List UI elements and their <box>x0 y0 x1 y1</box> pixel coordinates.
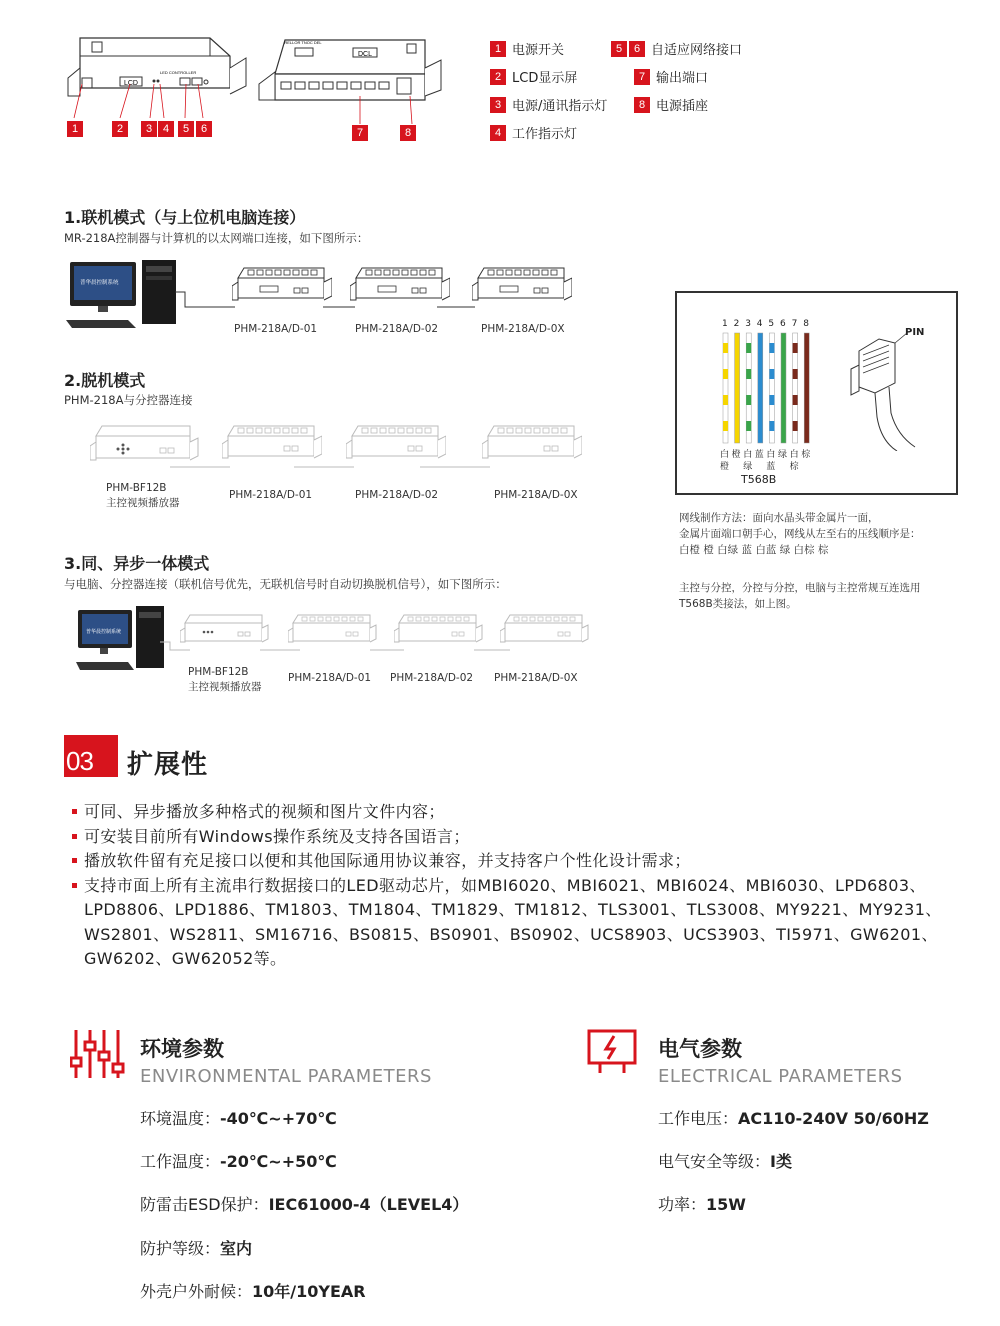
legend-badge: 7 <box>634 69 650 85</box>
legend-badge: 5 <box>611 41 627 57</box>
svg-text:LCD: LCD <box>123 80 139 87</box>
legend-item-1 <box>490 39 564 58</box>
wire-label: 橙 <box>731 450 741 460</box>
front-badge-5: 5 <box>178 121 194 137</box>
rear-badge-8: 8 <box>400 125 416 141</box>
feature-item: 播放软件留有充足接口以便和其他国际通用协议兼容，并支持客户个性化设计需求； <box>70 849 960 874</box>
env-value: IEC61000-4（LEVEL4） <box>268 1195 469 1214</box>
mode3-device-label-2: PHM-218A/D-02 <box>390 672 474 684</box>
rear-callout-lines <box>340 92 430 126</box>
pc-screen-text: 普华晨控制系统 <box>80 280 119 286</box>
front-badge-3: 3 <box>141 121 157 137</box>
elec-value: I类 <box>770 1152 792 1171</box>
elec-value: AC110-240V 50/60HZ <box>738 1109 929 1128</box>
standard-label: T568B <box>741 473 777 486</box>
pin-number: 3 <box>745 319 751 329</box>
mode3-device-label-1: PHM-218A/D-01 <box>288 672 372 684</box>
mode3-desc: 与电脑、分控器连接（联机信号优先，无联机信号时自动切换脱机信号），如下图所示： <box>64 577 507 591</box>
wiring-note-1 <box>679 510 921 558</box>
legend-badge: 6 <box>629 41 645 57</box>
wire-label: 白 <box>789 450 799 460</box>
wire-stripe <box>769 421 774 431</box>
wire-label: 白 <box>766 450 776 460</box>
legend-item-7 <box>634 67 708 86</box>
electric-icon <box>586 1028 638 1076</box>
pin-number: 6 <box>780 319 786 329</box>
feature-item: 可安装目前所有Windows操作系统及支持各国语言； <box>70 825 960 850</box>
legend-label: 电源开关 <box>512 43 565 58</box>
wire-stripe <box>746 421 751 431</box>
mode3-master-label-1: PHM-BF12B <box>188 666 249 678</box>
legend-item-8 <box>634 95 708 114</box>
mode1-device-label-1: PHM-218A/D-01 <box>234 323 318 335</box>
wire-stripe <box>723 369 728 379</box>
wire-stripe <box>793 395 798 405</box>
legend-item-3 <box>490 95 607 114</box>
legend-badge: 4 <box>490 125 506 141</box>
wiring-note-2 <box>679 580 921 612</box>
t568b-wiring-diagram <box>675 291 958 495</box>
computer-illustration <box>66 258 186 330</box>
wire-label: 白 <box>743 450 753 460</box>
svg-text:LED CONTROLLER: LED CONTROLLER <box>160 70 197 75</box>
env-item-5 <box>140 1279 366 1302</box>
note-line: 主控与分控，分控与分控，电脑与主控常规互连选用 <box>679 582 921 594</box>
legend-label: 工作指示灯 <box>512 127 578 142</box>
env-value: 10年/10YEAR <box>252 1282 366 1301</box>
elec-item-2 <box>658 1149 792 1172</box>
wire-label: 棕 <box>789 462 799 472</box>
section-number: 03 <box>66 746 93 776</box>
front-badge-4: 4 <box>158 121 174 137</box>
wire-label: 橙 <box>720 462 730 472</box>
wire-stripe <box>746 369 751 379</box>
wire-strip <box>758 333 763 443</box>
env-key: 外壳户外耐候： <box>140 1282 253 1301</box>
mode2-desc: PHM-218A与分控器连接 <box>64 393 193 407</box>
wire-label: 白 <box>720 450 730 460</box>
wire-stripe <box>769 343 774 353</box>
wire-strip <box>781 333 786 443</box>
front-badge-1: 1 <box>67 121 83 137</box>
mode1-device-3 <box>472 264 572 306</box>
wire-label: 蓝 <box>754 450 764 460</box>
svg-text:RELLOR TNOC DEL: RELLOR TNOC DEL <box>284 40 322 45</box>
svg-text:DCL: DCL <box>357 51 373 58</box>
front-badge-6: 6 <box>196 121 212 137</box>
wire-stripe <box>793 369 798 379</box>
mode2-master-label-1: PHM-BF12B <box>106 482 167 494</box>
env-item-2 <box>140 1149 337 1172</box>
wire-stripe <box>723 343 728 353</box>
mode1-device-label-2: PHM-218A/D-02 <box>355 323 439 335</box>
wire-label: 蓝 <box>766 462 776 472</box>
note-line: T568B类接法，如上图。 <box>679 598 797 610</box>
elec-value: 15W <box>706 1195 746 1214</box>
env-value: -40℃~+70℃ <box>220 1109 337 1128</box>
pin-number: 2 <box>733 319 740 329</box>
mode2-device-label-2: PHM-218A/D-02 <box>355 489 439 501</box>
elec-key: 电气安全等级： <box>658 1152 771 1171</box>
feature-item: 可同、异步播放多种格式的视频和图片文件内容； <box>70 800 960 825</box>
wire-stripe <box>746 395 751 405</box>
wire-stripe <box>746 343 751 353</box>
legend-label: 电源插座 <box>656 99 709 114</box>
legend-badge: 2 <box>490 69 506 85</box>
pin-label: PIN <box>905 327 925 338</box>
env-item-1 <box>140 1106 337 1129</box>
env-item-4 <box>140 1236 252 1259</box>
legend-label: 输出端口 <box>656 71 709 86</box>
rj45-plug-icon <box>837 321 937 451</box>
mode3-device-label-3: PHM-218A/D-0X <box>494 672 578 684</box>
mode2-master-label-2: 主控视频播放器 <box>106 497 180 509</box>
legend-item-2 <box>490 67 577 86</box>
mode2-connection-lines <box>170 455 510 471</box>
mode2-device-label-3: PHM-218A/D-0X <box>494 489 578 501</box>
feature-list <box>70 800 960 972</box>
pin-number: 7 <box>791 319 798 329</box>
front-callout-lines <box>60 80 220 120</box>
mode1-title: 1.联机模式（与上位机电脑连接） <box>64 208 306 227</box>
wire-stripe <box>723 395 728 405</box>
wire-label: 绿 <box>743 462 753 472</box>
wire-strip <box>735 333 740 443</box>
note-line: 金属片面端口朝手心，网线从左至右的压线顺序是： <box>679 528 921 540</box>
pin-number: 1 <box>722 319 728 329</box>
wire-strip <box>804 333 809 443</box>
mode3-master-label-2: 主控视频播放器 <box>188 681 262 693</box>
feature-item: 支持市面上所有主流串行数据接口的LED驱动芯片，如MBI6020、MBI6021、MBI6024、MBI6030、LPD6803、LPD8806、LPD1886、TM1803、TM1804、TM1829、TM1812、TLS3001、TLS3008、MY9221、MY9231、WS2801、WS2811、SM16716、BS0815、BS0901、BS0902、UCS8903、UCS3903、TI5971、GW6201、GW6202、GW62052等。 <box>70 874 960 972</box>
mode1-desc: MR-218A控制器与计算机的以太网端口连接，如下图所示： <box>64 231 369 245</box>
wire-stripe <box>793 343 798 353</box>
legend-badge: 1 <box>490 41 506 57</box>
elec-subtitle: ELECTRICAL PARAMETERS <box>658 1066 903 1087</box>
env-value: -20℃~+50℃ <box>220 1152 337 1171</box>
elec-item-1 <box>658 1106 929 1129</box>
legend-item-4 <box>490 123 577 142</box>
pc-screen-text: 普华晨控制系统 <box>86 629 122 635</box>
legend-label: LCD显示屏 <box>512 71 578 86</box>
wire-label: 棕 <box>801 450 811 460</box>
env-key: 防雷击ESD保护： <box>140 1195 269 1214</box>
env-subtitle: ENVIRONMENTAL PARAMETERS <box>140 1066 432 1087</box>
elec-key: 工作电压： <box>658 1109 739 1128</box>
wire-label: 绿 <box>778 450 788 460</box>
wire-stripe <box>769 369 774 379</box>
legend-badge: 8 <box>634 97 650 113</box>
wire-stripe <box>723 421 728 431</box>
sliders-icon <box>70 1028 126 1082</box>
env-value: 室内 <box>220 1239 253 1258</box>
wire-stripe <box>769 395 774 405</box>
legend-label: 自适应网络接口 <box>651 43 743 58</box>
mode1-device-label-3: PHM-218A/D-0X <box>481 323 565 335</box>
legend-item-5-6 <box>611 39 742 58</box>
pin-number: 8 <box>803 319 809 329</box>
elec-item-3 <box>658 1192 746 1215</box>
env-key: 防护等级： <box>140 1239 221 1258</box>
env-key: 环境温度： <box>140 1109 221 1128</box>
note-line: 网线制作方法：面向水晶头带金属片一面， <box>679 512 879 524</box>
computer-illustration-2 <box>76 604 166 676</box>
env-key: 工作温度： <box>140 1152 221 1171</box>
elec-key: 功率： <box>658 1195 707 1214</box>
mode1-device-1 <box>232 264 332 306</box>
mode3-title: 3.同、异步一体模式 <box>64 554 210 573</box>
mode2-device-label-1: PHM-218A/D-01 <box>229 489 313 501</box>
elec-title: 电气参数 <box>658 1037 742 1061</box>
note-line: 白橙 橙 白绿 蓝 白蓝 绿 白棕 棕 <box>679 544 829 556</box>
legend-badge: 3 <box>490 97 506 113</box>
mode1-device-2 <box>350 264 450 306</box>
wire-stripe <box>793 421 798 431</box>
pin-number: 5 <box>768 319 775 329</box>
section-title: 扩展性 <box>127 750 209 780</box>
pin-number: 4 <box>756 319 763 329</box>
legend-label: 电源/通讯指示灯 <box>512 99 608 114</box>
env-item-3 <box>140 1192 468 1215</box>
env-title: 环境参数 <box>140 1037 224 1061</box>
rear-badge-7: 7 <box>352 125 368 141</box>
mode2-title: 2.脱机模式 <box>64 371 146 390</box>
mode3-connection-lines <box>160 628 590 654</box>
front-badge-2: 2 <box>112 121 128 137</box>
